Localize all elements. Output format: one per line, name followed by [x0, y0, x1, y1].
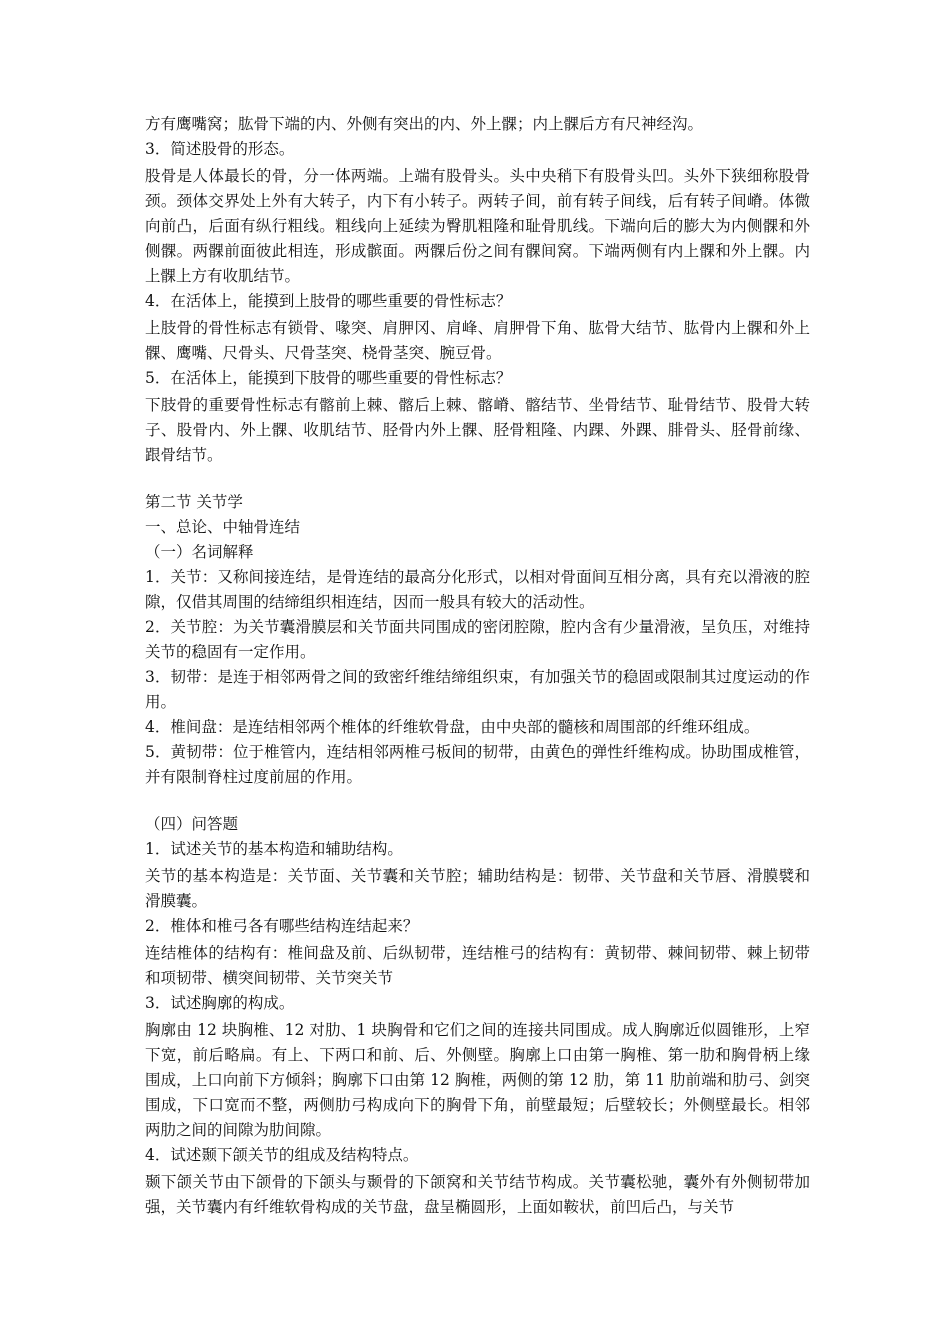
term-joint-cavity: 2．关节腔：为关节囊滑膜层和关节面共同围成的密闭腔隙，腔内含有少量滑液，呈负压，对维持关节的稳固有一定作用。 — [145, 618, 810, 661]
answer-joint-structure: 关节的基本构造是：关节面、关节囊和关节腔；辅助结构是：韧带、关节盘和关节唇、滑膜襞和滑膜囊。 — [145, 867, 810, 910]
question-joint-structure: 1．试述关节的基本构造和辅助结构。 — [145, 840, 403, 858]
question-lower-limb-landmarks: 5．在活体上，能摸到下肢骨的哪些重要的骨性标志？ — [145, 369, 512, 387]
part-heading-terms: （一）名词解释 — [145, 543, 254, 561]
question-femur: 3．简述股骨的形态。 — [145, 140, 295, 158]
section-heading: 第二节 关节学 — [145, 493, 243, 511]
answer-femur: 股骨是人体最长的骨，分一体两端。上端有股骨头。头中央稍下有股骨头凹。头外下狭细称股骨颈。颈体交界处上外有大转子，内下有小转子。两转子间，前有转子间线，后有转子间嵴。体微向前凸，后面有纵行粗线。粗线向上延续为臀肌粗隆和耻骨肌线。下端向后的膨大为内侧髁和外侧髁。两髁前面彼此相连，形成髌面。两髁后份之间有髁间窝。下端两侧有内上髁和外上髁。内上髁上方有收肌结节。 — [145, 167, 810, 285]
document-page — [145, 112, 810, 1220]
term-joint: 1．关节：又称间接连结，是骨连结的最高分化形式，以相对骨面间互相分离，具有充以滑液的腔隙，仅借其周围的结缔组织相连结，因而一般具有较大的活动性。 — [145, 568, 810, 611]
question-vertebra-connections: 2．椎体和椎弓各有哪些结构连结起来？ — [145, 917, 419, 935]
answer-thorax: 胸廓由 12 块胸椎、12 对肋、1 块胸骨和它们之间的连接共同围成。成人胸廓近似圆锥形，上窄下宽，前后略扁。有上、下两口和前、后、外侧壁。胸廓上口由第一胸椎、第一肋和胸骨柄上缘围成，上口向前下方倾斜；胸廓下口由第 12 胸椎，两侧的第 12 肋，第 11 肋前端和肋弓、剑突围成，下口宽而不整，两侧肋弓构成向下的胸骨下角，前壁最短；后壁较长；外侧壁最长。相邻两肋之间的间隙为肋间隙。 — [145, 1021, 810, 1139]
question-thorax: 3．试述胸廓的构成。 — [145, 994, 295, 1012]
term-ligamentum-flavum: 5．黄韧带：位于椎管内，连结相邻两椎弓板间的韧带，由黄色的弹性纤维构成。协助围成椎管，并有限制脊柱过度前屈的作用。 — [145, 743, 810, 786]
part-heading-qa: （四）问答题 — [145, 815, 239, 833]
term-ligament: 3．韧带：是连于相邻两骨之间的致密纤维结缔组织束，有加强关节的稳固或限制其过度运动的作用。 — [145, 668, 810, 711]
paragraph-humerus-end: 方有鹰嘴窝；肱骨下端的内、外侧有突出的内、外上髁；内上髁后方有尺神经沟。 — [145, 115, 704, 133]
answer-lower-limb-landmarks: 下肢骨的重要骨性标志有髂前上棘、髂后上棘、髂嵴、髂结节、坐骨结节、耻骨结节、股骨大转子、股骨内、外上髁、收肌结节、胫骨内外上髁、胫骨粗隆、内踝、外踝、腓骨头、胫骨前缘、跟骨结节。 — [145, 396, 810, 464]
answer-vertebra-connections: 连结椎体的结构有：椎间盘及前、后纵韧带，连结椎弓的结构有：黄韧带、棘间韧带、棘上韧带和项韧带、横突间韧带、关节突关节 — [145, 944, 810, 987]
question-upper-limb-landmarks: 4．在活体上，能摸到上肢骨的哪些重要的骨性标志？ — [145, 292, 512, 310]
subsection-heading: 一、总论、中轴骨连结 — [145, 518, 301, 536]
answer-tmj: 颞下颌关节由下颌骨的下颌头与颞骨的下颌窝和关节结节构成。关节囊松驰，囊外有外侧韧带加强，关节囊内有纤维软骨构成的关节盘，盘呈椭圆形，上面如鞍状，前凹后凸，与关节 — [145, 1173, 810, 1216]
term-intervertebral-disc: 4．椎间盘：是连结相邻两个椎体的纤维软骨盘，由中央部的髓核和周围部的纤维环组成。 — [145, 718, 760, 736]
question-tmj: 4．试述颞下颌关节的组成及结构特点。 — [145, 1146, 419, 1164]
answer-upper-limb-landmarks: 上肢骨的骨性标志有锁骨、喙突、肩胛冈、肩峰、肩胛骨下角、肱骨大结节、肱骨内上髁和外上髁、鹰嘴、尺骨头、尺骨茎突、桡骨茎突、腕豆骨。 — [145, 319, 810, 362]
